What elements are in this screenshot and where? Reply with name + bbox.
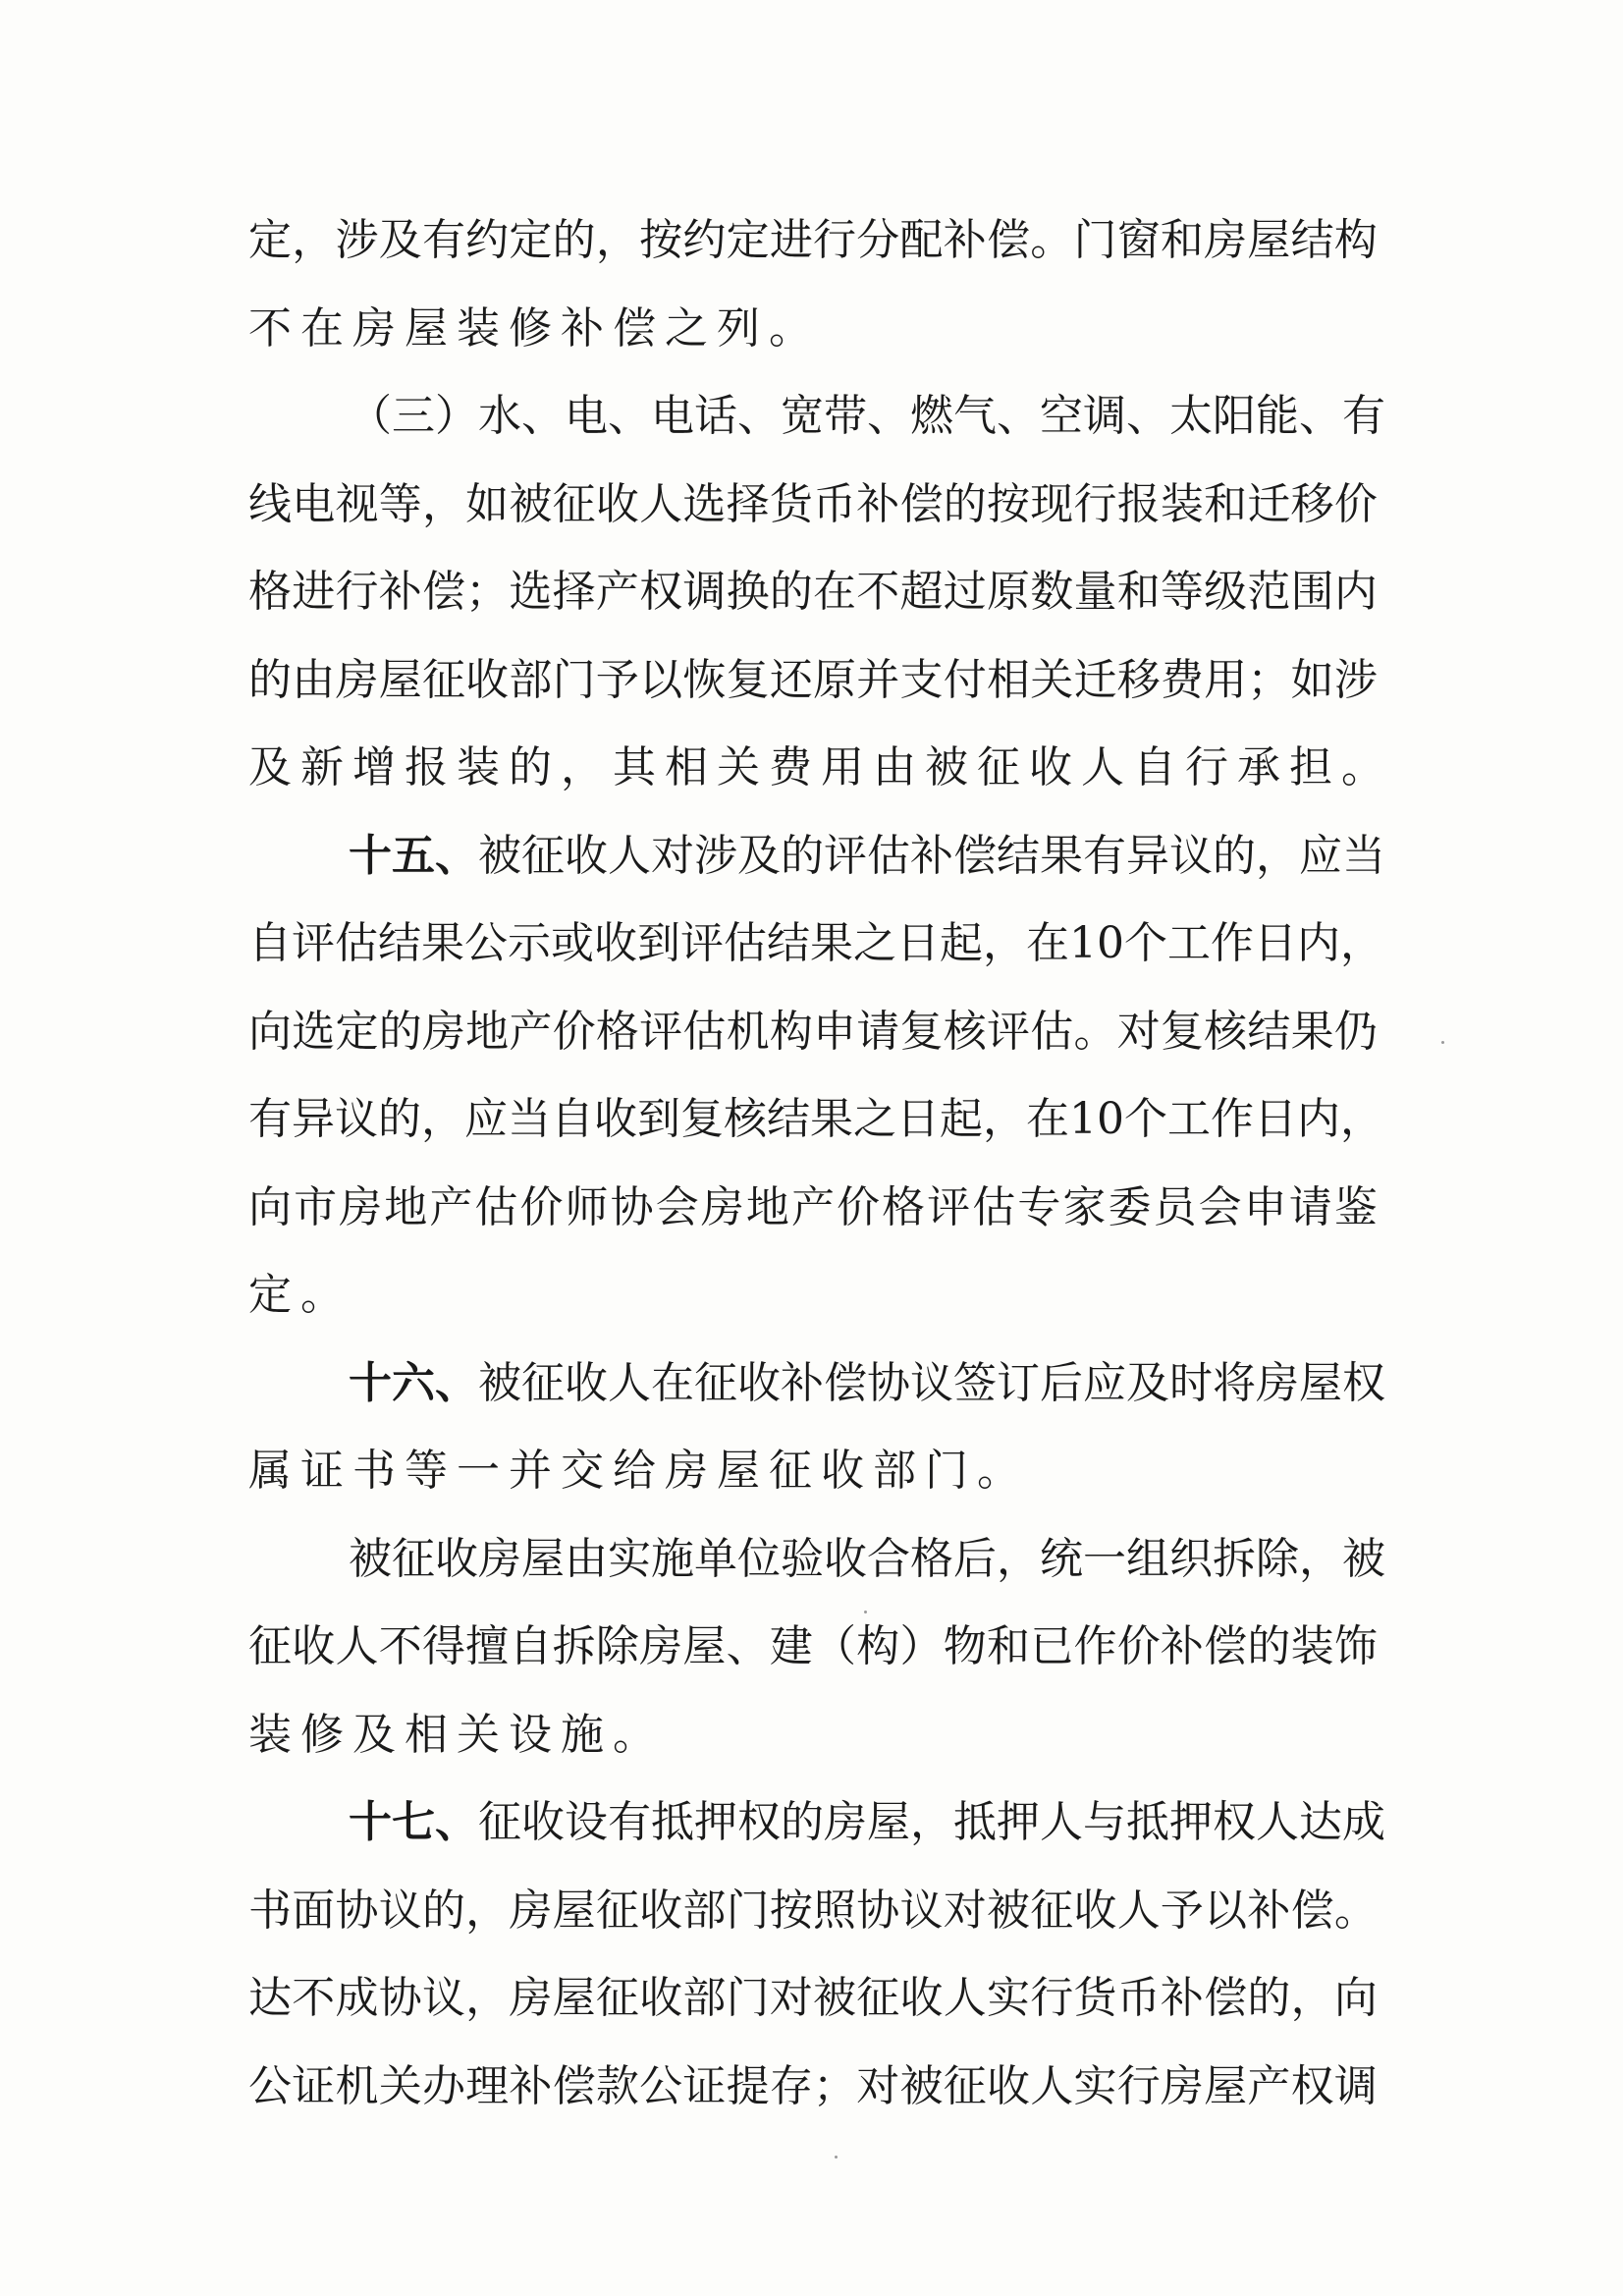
- line-text: 装修及相关设施。: [248, 1709, 665, 1760]
- text-line: 十 七 、 征 收 设 有 抵 押 权 的 房 屋 ， 抵 押 人 与 抵 押 权 人 达 成: [349, 1797, 1385, 1847]
- text-line: 向 选 定 的 房 地 产 价 格 评 估 机 构 申 请 复 核 评 估 。 对 复 核 结 果 仍: [248, 1006, 1378, 1057]
- text-line: 向 市 房 地 产 估 价 师 协 会 房 地 产 价 格 评 估 专 家 委 员 会 申 请 鉴: [248, 1181, 1378, 1232]
- text-line: [248, 1691, 1378, 1779]
- text-line: 的 由 房 屋 征 收 部 门 予 以 恢 复 还 原 并 支 付 相 关 迁 移 费 用 ； 如 涉: [248, 654, 1378, 705]
- line-text: 不在房屋装修补偿之列。: [248, 302, 821, 354]
- line-text: 及新增报装的，其相关费用由被征收人自行承担。: [248, 742, 1393, 793]
- text-line: [248, 724, 1393, 812]
- scan-speck: [864, 1611, 867, 1613]
- text-line: 公 证 机 关 办 理 补 偿 款 公 证 提 存 ； 对 被 征 收 人 实 行 房 屋 产 权 调: [248, 2060, 1378, 2111]
- text-line: [248, 285, 1378, 373]
- text-line: 征 收 人 不 得 擅 自 拆 除 房 屋 、 建 （ 构 ） 物 和 已 作 价 补 偿 的 装 饰: [248, 1621, 1378, 1671]
- document-body: [248, 196, 1393, 2130]
- text-line: 定 ， 涉 及 有 约 定 的 ， 按 约 定 进 行 分 配 补 偿 。 门 窗 和 房 屋 结 构: [248, 215, 1378, 265]
- text-line: 被 征 收 房 屋 由 实 施 单 位 验 收 合 格 后 ， 统 一 组 织 拆 除 ， 被: [349, 1533, 1385, 1584]
- text-line: 格 进 行 补 偿 ； 选 择 产 权 调 换 的 在 不 超 过 原 数 量 和 等 级 范 围 内: [248, 567, 1378, 617]
- text-line: 自 评 估 结 果 公 示 或 收 到 评 估 结 果 之 日 起 ， 在 10 个 工 作 日 内 ，: [248, 918, 1383, 968]
- line-text: 属证书等一并交给房屋征收部门。: [248, 1446, 1029, 1496]
- text-line: （ 三 ） 水 、 电 、 电 话 、 宽 带 、 燃 气 、 空 调 、 太 阳 能 、 有: [349, 391, 1385, 441]
- scan-speck: [835, 2156, 838, 2159]
- scan-speck: [1441, 1041, 1444, 1044]
- text-line: 书 面 协 议 的 ， 房 屋 征 收 部 门 按 照 协 议 对 被 征 收 人 予 以 补 偿 。: [248, 1885, 1378, 1936]
- text-line: 十 五 、 被 征 收 人 对 涉 及 的 评 估 补 偿 结 果 有 异 议 的 ， 应 当: [349, 830, 1385, 881]
- text-line: [248, 1251, 1378, 1339]
- text-line: 有 异 议 的 ， 应 当 自 收 到 复 核 结 果 之 日 起 ， 在 10 个 工 作 日 内 ，: [248, 1094, 1383, 1144]
- line-text: 定。: [248, 1270, 352, 1320]
- text-line: 线 电 视 等 ， 如 被 征 收 人 选 择 货 币 补 偿 的 按 现 行 报 装 和 迁 移 价: [248, 478, 1378, 529]
- text-line: [248, 1427, 1378, 1515]
- text-line: 达 不 成 协 议 ， 房 屋 征 收 部 门 对 被 征 收 人 实 行 货 币 补 偿 的 ， 向: [248, 1973, 1378, 2023]
- text-line: 十 六 、 被 征 收 人 在 征 收 补 偿 协 议 签 订 后 应 及 时 将 房 屋 权: [349, 1357, 1385, 1408]
